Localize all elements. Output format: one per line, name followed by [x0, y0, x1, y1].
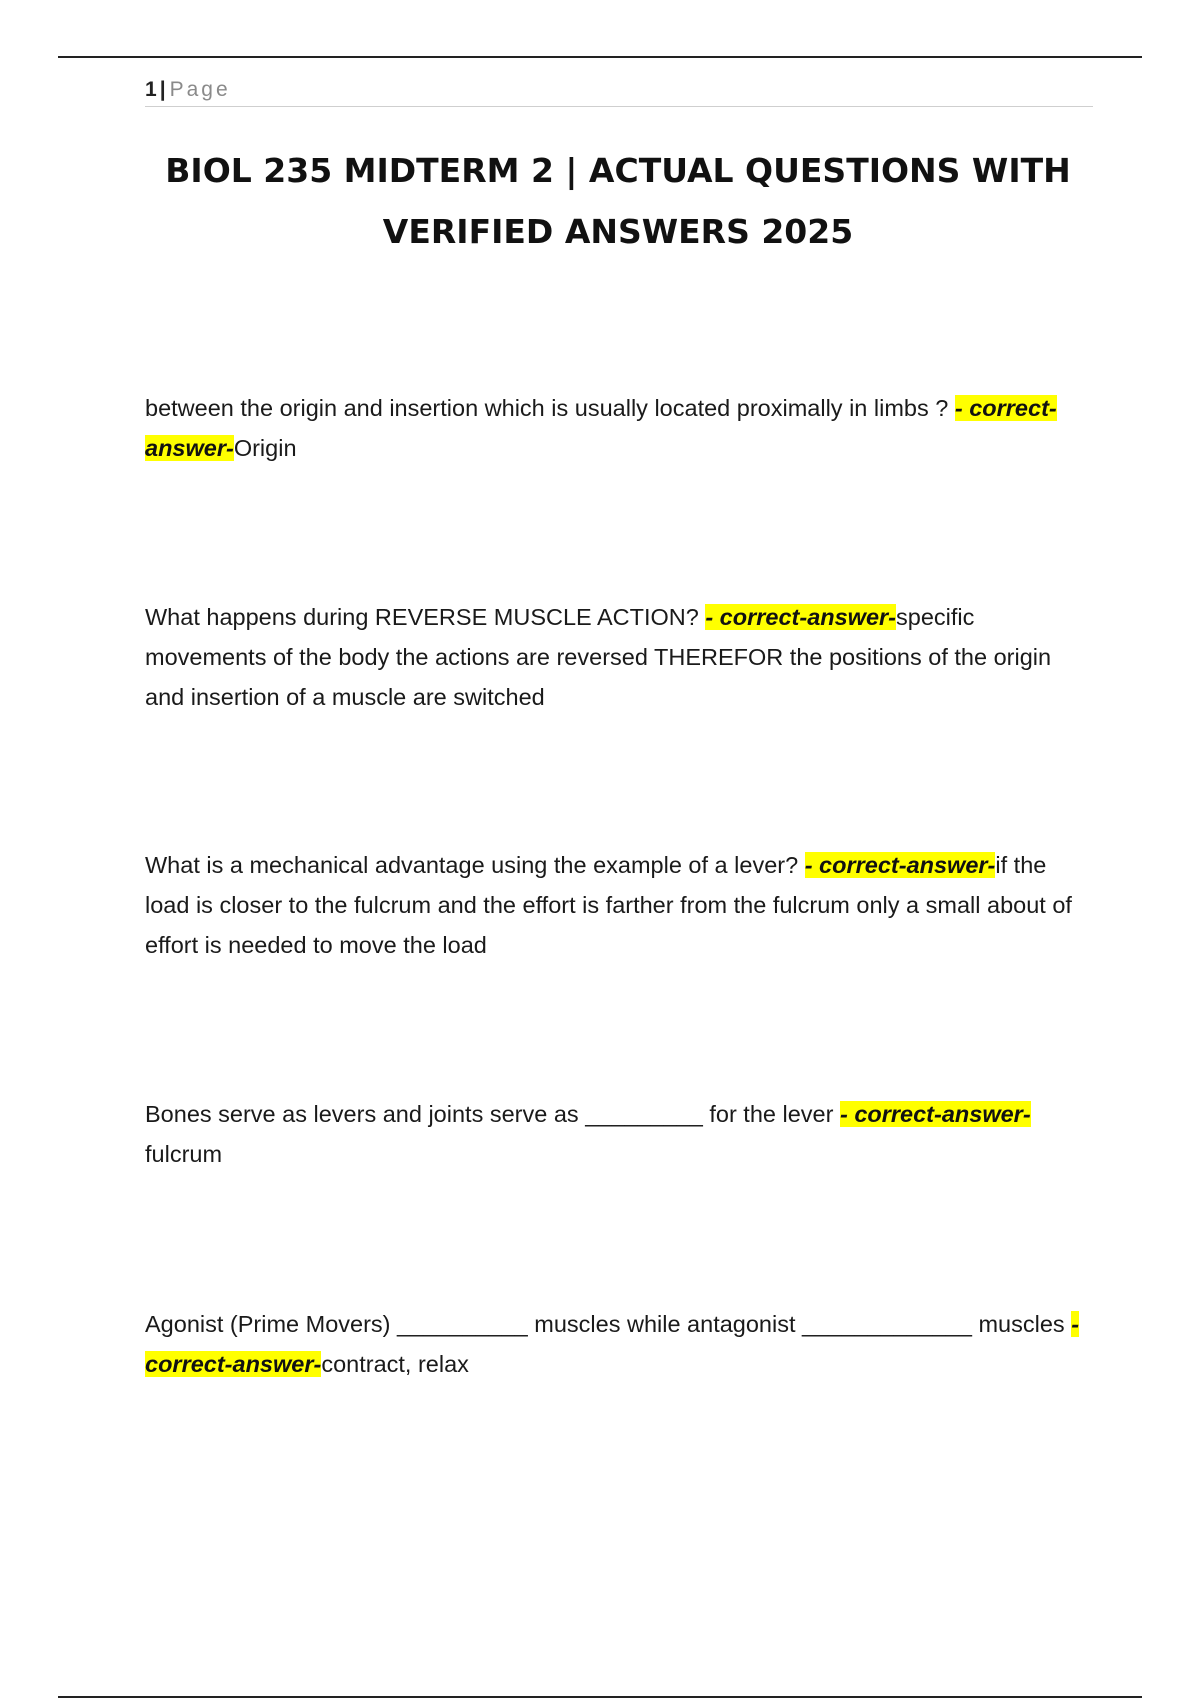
top-rule	[58, 56, 1142, 58]
answer-marker: - correct-answer-	[145, 1311, 1080, 1377]
question-text: Bones serve as levers and joints serve as _________ for the lever	[145, 1101, 834, 1127]
page-header	[145, 76, 1093, 107]
question-text: Agonist (Prime Movers) __________ muscles while antagonist _____________ muscles	[145, 1311, 1065, 1337]
page-separator: |	[159, 78, 166, 101]
question-text: What is a mechanical advantage using the example of a lever?	[145, 852, 799, 878]
answer-marker: - correct-answer-	[705, 604, 897, 630]
qa-item-4	[145, 1094, 1085, 1174]
qa-item-2	[145, 597, 1085, 717]
answer-marker: - correct-answer-	[145, 395, 1057, 461]
qa-item-3	[145, 845, 1085, 965]
question-text: between the origin and insertion which is usually located proximally in limbs ?	[145, 395, 949, 421]
answer-text: if the load is closer to the fulcrum and the effort is farther from the fulcrum only a small about of effort is needed to move the load	[145, 852, 1072, 958]
page-label: Page	[169, 78, 231, 101]
document-title: BIOL 235 MIDTERM 2 | ACTUAL QUESTIONS WITH VERIFIED ANSWERS 2025	[165, 151, 1071, 251]
bottom-rule	[58, 1696, 1142, 1698]
answer-text: Origin	[233, 435, 297, 461]
page-number: 1	[145, 78, 157, 101]
answer-text: fulcrum	[145, 1141, 223, 1167]
qa-item-5	[145, 1304, 1085, 1384]
answer-text: specific movements of the body the actions are reversed THEREFOR the positions of the origin and insertion of a muscle are switched	[145, 604, 1052, 710]
answer-marker: - correct-answer-	[804, 852, 996, 878]
question-text: What happens during REVERSE MUSCLE ACTION?	[145, 604, 699, 630]
answer-marker: - correct-answer-	[839, 1101, 1031, 1127]
answer-text: contract, relax	[321, 1351, 469, 1377]
qa-item-1	[145, 388, 1085, 468]
